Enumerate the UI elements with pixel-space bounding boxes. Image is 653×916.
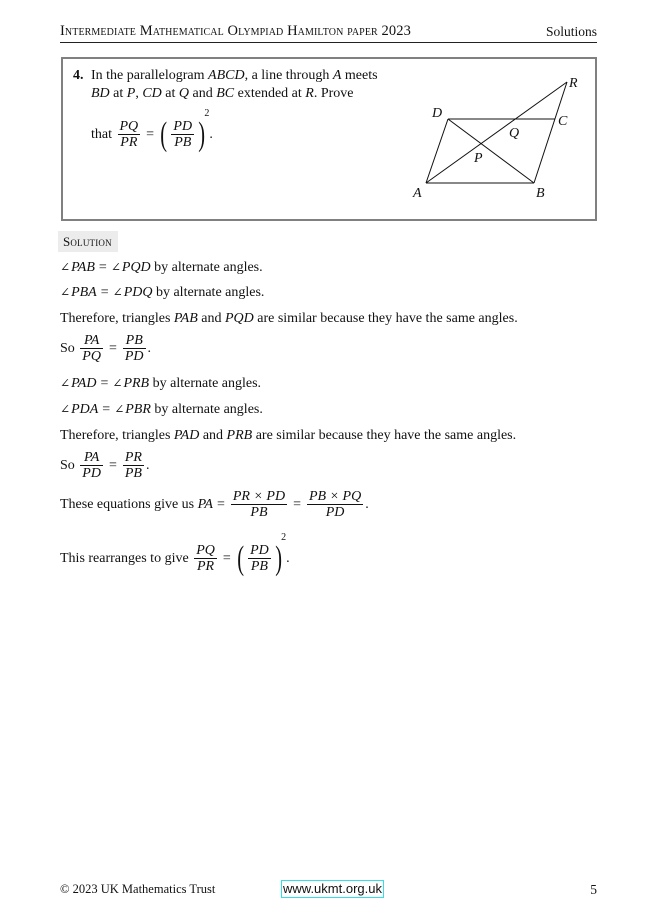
solution-line-1: ∠PAB = ∠PQD by alternate angles.	[60, 260, 263, 275]
website-link[interactable]: www.ukmt.org.uk	[283, 881, 382, 896]
solution-line-5: ∠PAD = ∠PRB by alternate angles.	[60, 376, 262, 391]
label-b: B	[536, 186, 545, 201]
side-bc-extended	[534, 82, 567, 183]
fraction-pq-pr: $\frac{PQ}{PR}$	[119, 118, 139, 150]
copyright: © 2023 UK Mathematics Trust	[60, 882, 216, 896]
solution-line-4: So $\frac{PA}{PQ}$ = $\frac{PB}{PD}$ .	[60, 333, 152, 364]
question-box	[61, 57, 597, 221]
question-equation: that $\frac{PQ}{PR}$ = ( $\frac{PD}{PB}$ )$^2$.	[91, 108, 213, 153]
section-label: Solutions	[545, 24, 597, 39]
solution-line-2: ∠PBA = ∠PDQ by alternate angles.	[60, 285, 265, 300]
paper-title: Intermediate Mathematical Olympiad Hamilton paper 2023	[60, 23, 411, 39]
solution-line-7: Therefore, triangles PAD and PRB are similar because they have the same angles.	[60, 428, 517, 443]
question-line-1: In the parallelogram ABCD, a line through A meets	[91, 68, 378, 83]
solution-line-6: ∠PDA = ∠PBR by alternate angles.	[60, 402, 263, 417]
question-text	[73, 67, 403, 152]
question-number: 4.	[73, 68, 84, 83]
diagonal-bd	[448, 119, 534, 183]
question-line-2: BD at P, CD at Q and BC extended at R. Prove	[91, 86, 354, 101]
solution-line-8: So $\frac{PA}{PD}$ = $\frac{PR}{PB}$ .	[60, 450, 150, 481]
label-r: R	[569, 76, 578, 91]
label-d: D	[432, 106, 443, 121]
label-q: Q	[509, 126, 520, 141]
fraction-pd-pb: $\frac{PD}{PB}$	[173, 118, 193, 150]
label-c: C	[558, 114, 568, 129]
solution-heading: Solution	[58, 231, 118, 252]
line-ar	[426, 82, 567, 183]
page-header	[60, 22, 597, 43]
solution-line-3: Therefore, triangles PAB and PQD are similar because they have the same angles.	[60, 311, 518, 326]
page-number: 5	[590, 882, 597, 897]
label-p: P	[474, 151, 483, 166]
side-ad	[426, 119, 448, 183]
solution-line-9: These equations give us PA = $\frac{PR \times PD}{PB}$ = $\frac{PB \times PQ}{PD}$ .	[60, 489, 369, 520]
label-a: A	[413, 186, 422, 201]
solution-line-10: This rearranges to give $\frac{PQ}{PR}$ = ( $\frac{PD}{PB}$ )$^2$.	[60, 532, 290, 577]
parallelogram-diagram	[403, 59, 595, 219]
